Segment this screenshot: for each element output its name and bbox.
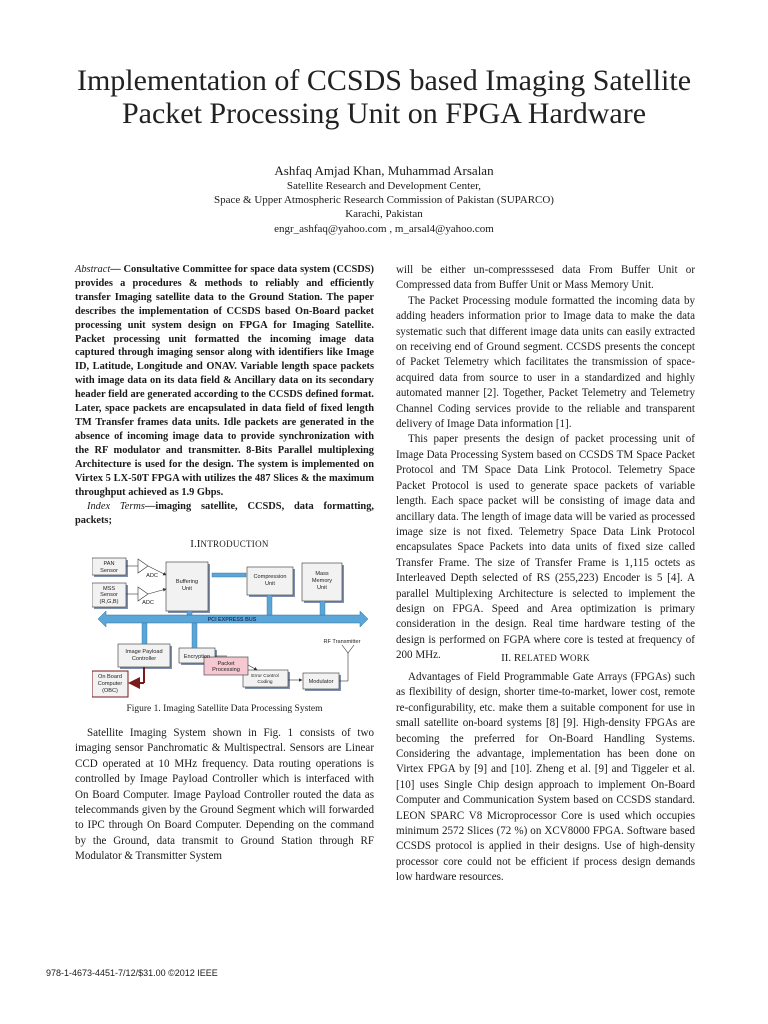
encryption-label: Encryption [183, 654, 211, 660]
obc-label-3: (OBC) [102, 688, 118, 694]
adc-1-triangle [138, 559, 148, 573]
mss-sensor-label: MSS [102, 586, 116, 592]
packet-processing-label: Packet [217, 661, 235, 667]
image-payload-controller-label: Image Payload [125, 649, 163, 655]
section-heading-introduction: I.INTRODUCTION [190, 538, 269, 550]
mass-memory-unit-label-3: Unit [317, 585, 327, 591]
pan-sensor-label: PAN [103, 561, 115, 567]
index-terms-text: —imaging satellite, CCSDS, data formatting, packets; [75, 501, 375, 526]
adc-1-label: ADC [146, 573, 158, 579]
compression-unit-label: Compression [253, 574, 287, 580]
right-paragraph-3: This paper presents the design of packet processing unit of Image Data Processing System based on CCSDS TM Space Packet Protocol and TM Space Data Link Protocol. Telemetry Space Packet Protocol is used to generate space packets of variable length. Each space packet will be consisting of image data and ancillary data. The length of image data will be varied as processed image size is not fixed. Telemetry Space Data Link Protocol encapsulates Space Packets into data units of fixed size called Transfer Frame. The size of Transfer Frame is 1,115 octets as Interleaved Depth selected of RS (255,223) Encoder is 5 [4]. A parallel Multiplexing Architecture is selected to implement the design on FPGA. Speed and Area optimization is primary consideration in the design. Real time hardware testing of the design is performed on FGPA where core is tested at frequency of 200 MHz. [396, 433, 695, 662]
image-payload-controller-label-2: Controller [131, 656, 157, 662]
copyright-footer: 978-1-4673-4451-7/12/$31.00 ©2012 IEEE [46, 968, 218, 978]
mss-sensor-label-2: Sensor [100, 592, 118, 598]
right-paragraph-4: Advantages of Field Programmable Gate Arrays (FPGAs) such as flexibility of design, shorter time-to-market, lower cost, remote re-configurability, etc. make them a suitable component for use in small satellite on-board systems [8] [9]. High-density FPGAs are becoming the preferred for On-Board Handling Systems. Considering the advantage, implementation has been done on Virtex FPGA by [9] and [10]. Zheng et al. [9] and Tiggeler et al.[10] uses Single Chip design approach to implement On-Board Computer and Communication System based on CCSDS standard. LEON SPARC V8 Microprocessor Core is used which occupies minimum 2572 Slices (72 %) on XCV8000 FPGA. Software based CCSDS protocol is applied in their designs. Use of high-density processor core could not be efficient if process design demands low hardware resources. [396, 671, 695, 884]
obc-label-2: Computer [97, 681, 123, 687]
abstract [75, 263, 374, 499]
index-terms-label: Index Terms [87, 501, 145, 512]
adc-2-triangle [138, 587, 148, 601]
right-paragraph-2: The Packet Processing module formatted the incoming data by adding headers information prior to Image data to make the data systematic such that different image data units can easily extracted on receiving end of Ground segment. CCSDS presents the concept of Packet Telemetry which facilitates the transmission of space-acquired data from source to user in a standardized and highly automated manner [2]. Together, Packet Telemetry and Telemetry Channel Coding services provide to the reliable and transparent delivery of Image Data information [1]. [396, 294, 695, 431]
right-paragraph-1: will be either un-compresssesed data From Buffer Unit or Compressed data from Buffer Unit or Mass Memory Unit. [396, 264, 695, 292]
error-control-coding-label-2: Coding [257, 680, 273, 685]
compression-unit-label-2: Unit [265, 581, 275, 587]
buffering-unit-label-2: Unit [182, 586, 192, 592]
rf-transmitter-label: RF Transmitter [323, 639, 361, 645]
modulator-label: Modulator [308, 679, 334, 685]
pci-bus-label: PCI EXPRESS BUS [207, 617, 257, 623]
affiliation-line-2: Space & Upper Atmospheric Research Commission of Pakistan (SUPARCO) [214, 194, 554, 207]
author-affiliation [100, 179, 668, 236]
left-paragraph: Satellite Imaging System shown in Fig. 1 consists of two imaging sensor Panchromatic & Multispectral. Sensors are Linear CCD operated at 10 MHz frequency. Data routing operations is controlled by Image Payload Controller which is interfaced with On Board Computer. Image Payload Controller routed the data as telecommands given by the Ground Segment which will forwarded to IPC through On Board Computer. Depending on the command by the Ground, data transmit to Ground Station through RF Modulator & Transmitter System [75, 727, 374, 863]
figure-1-caption: Figure 1. Imaging Satellite Data Processing System [126, 704, 323, 714]
index-terms [75, 500, 374, 528]
mss-sensor-label-3: (R,G,B) [99, 599, 119, 605]
right-column-top [396, 263, 695, 664]
mass-memory-unit-label: Mass [315, 571, 329, 577]
packet-processing-label-2: Processing [212, 667, 240, 673]
adc-2-label: ADC [142, 600, 154, 606]
mass-memory-unit-label-2: Memory [311, 578, 333, 584]
author-emails: engr_ashfaq@yahoo.com , m_arsal4@yahoo.com [274, 222, 494, 235]
obc-label: On Board [98, 674, 122, 680]
abstract-label: Abstract [75, 264, 111, 275]
section-heading-related-work: II. RELATED WORK [501, 652, 590, 664]
error-control-coding-label: Error Control [251, 674, 279, 679]
pan-sensor-label-2: Sensor [100, 568, 118, 574]
affiliation-line-3: Karachi, Pakistan [345, 208, 423, 221]
paper-title: Implementation of CCSDS based Imaging Satellite Packet Processing Unit on FPGA Hardware [76, 64, 692, 130]
left-body-text [75, 726, 374, 865]
right-column-bottom [396, 670, 695, 886]
buffering-unit-label: Buffering [175, 579, 199, 585]
affiliation-line-1: Satellite Research and Development Center, [286, 180, 482, 192]
figure-1-diagram [92, 553, 374, 698]
paper-authors: Ashfaq Amjad Khan, Muhammad Arsalan [274, 163, 494, 178]
abstract-text: — Consultative Committee for space data system (CCSDS) provides a procedures & methods to reliably and efficiently transfer Imaging satellite data to the Ground Station. The paper describes the implementation of CCSDS based On-Board packet processing unit system design on FPGA for Imaging Satellite. Packet processing unit formatted the incoming image data captured through imaging sensor along with identifiers like Image ID, Latitude, Longitude and ONAV. Variable length space packets with image data on its data field & Ancillary data on its secondary header field are generated according to the CCSDS defined format. Later, space packets are encapsulated in data field of fixed length TM Transfer frames data units. Idle packets are generated in the absence of incoming image data to provide synchronization with the RF modulator and transmitter. 8-Bits Parallel multiplexing Architecture is used for the design. The system is implemented on Virtex 5 LX-50T FPGA with utilizes the 487 Slices & the maximum throughput achieved as 1.9 Gbps. [75, 264, 374, 498]
